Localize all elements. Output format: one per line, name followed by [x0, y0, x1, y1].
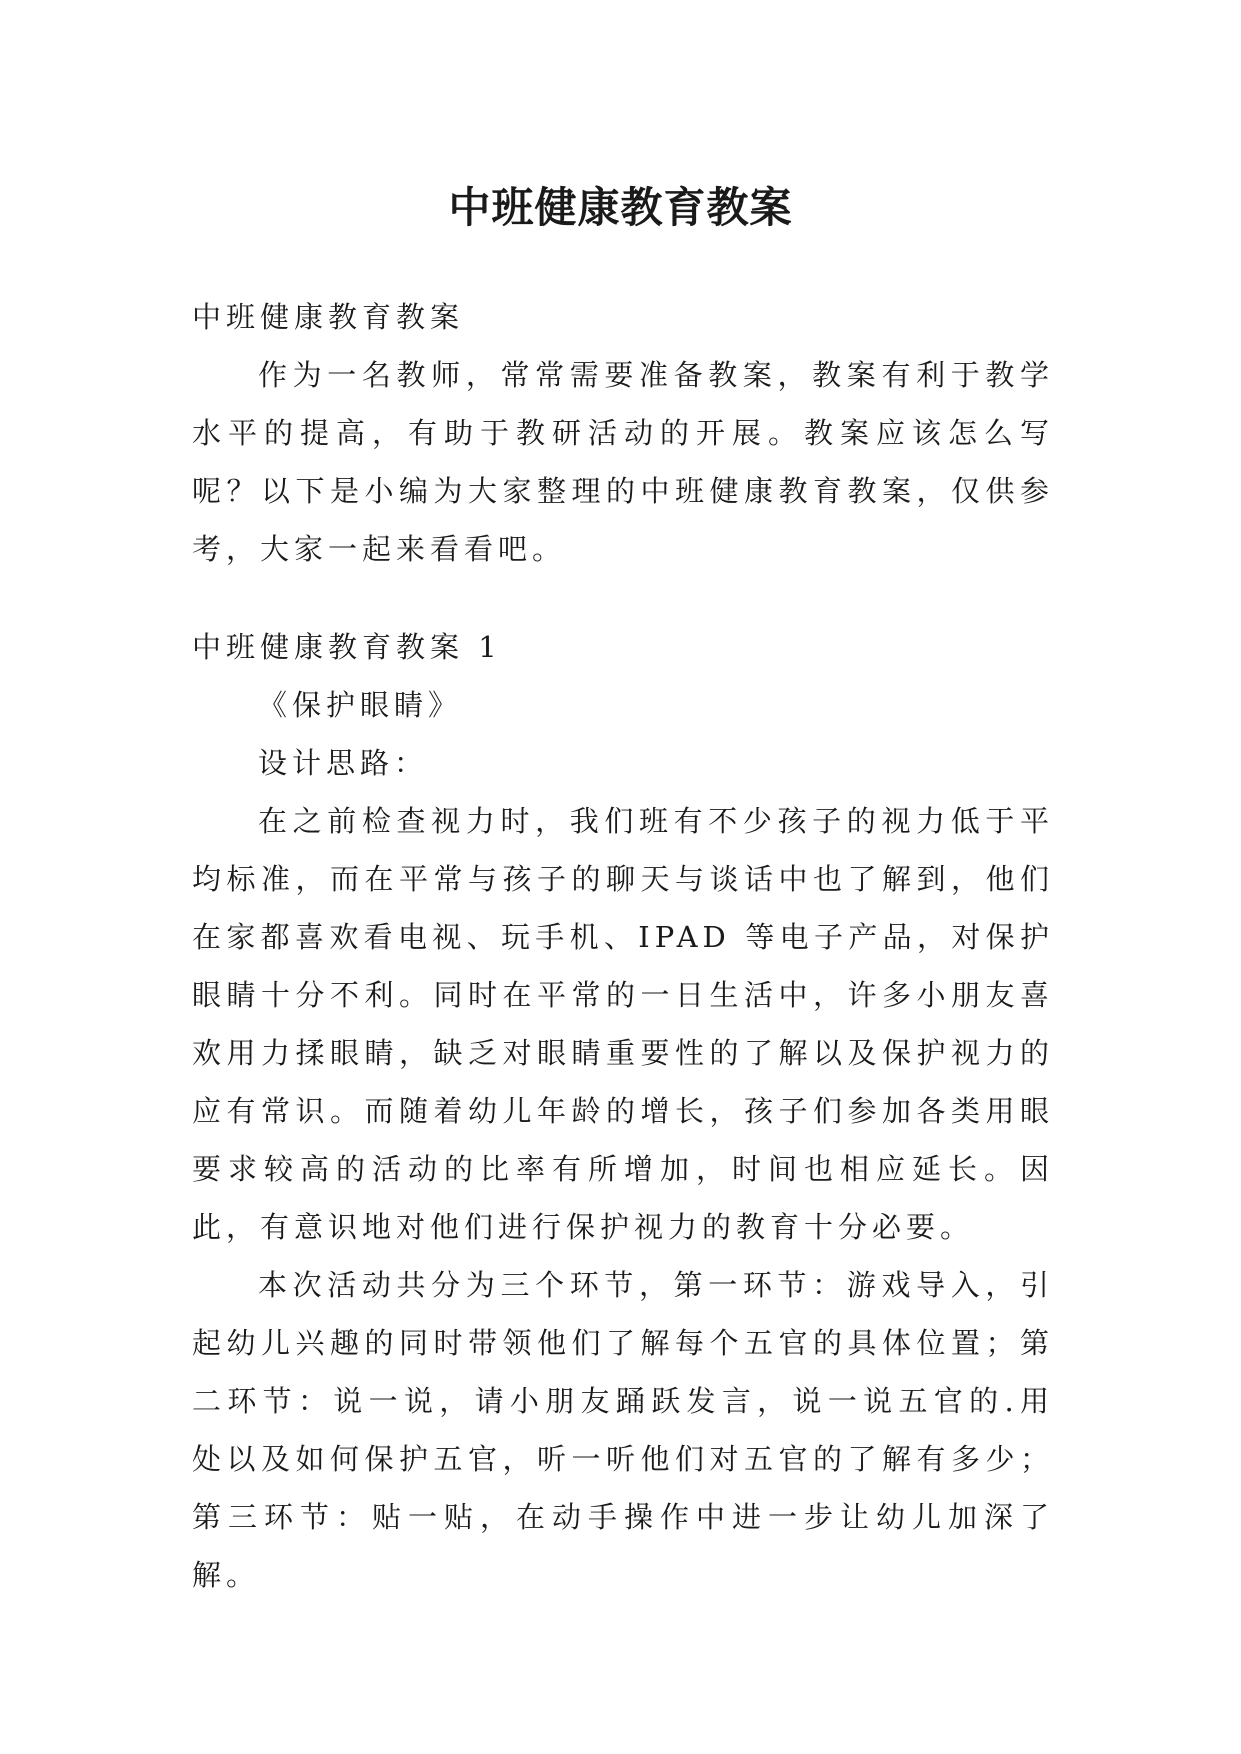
document-body: [192, 288, 1054, 1604]
lesson-title: 《保护眼睛》: [258, 688, 463, 722]
design-paragraph-1: 在之前检查视力时，我们班有不少孩子的视力低于平均标准，而在平常与孩子的聊天与谈话中也了解到，他们在家都喜欢看电视、玩手机、IPAD 等电子产品，对保护眼睛十分不利。同时在平常的一日生活中，许多小朋友喜欢用力揉眼睛，缺乏对眼睛重要性的了解以及保护视力的应有常识。而随着幼儿年龄的增长，孩子们参加各类用眼要求较高的活动的比率有所增加，时间也相应延长。因此，有意识地对他们进行保护视力的教育十分必要。: [192, 804, 1054, 1244]
intro-paragraph: 作为一名教师，常常需要准备教案，教案有利于教学水平的提高，有助于教研活动的开展。教案应该怎么写呢？以下是小编为大家整理的中班健康教育教案，仅供参考，大家一起来看看吧。: [192, 358, 1054, 566]
section-heading: 中班健康教育教案 1: [192, 630, 502, 664]
section-spacer: [192, 578, 1054, 618]
design-label: 设计思路：: [258, 746, 429, 780]
document-title: 中班健康教育教案: [448, 183, 793, 233]
design-paragraph-2: 本次活动共分为三个环节，第一环节：游戏导入，引起幼儿兴趣的同时带领他们了解每个五官的具体位置；第二环节：说一说，请小朋友踊跃发言，说一说五官的.用处以及如何保护五官，听一听他们对五官的了解有多少；第三环节：贴一贴，在动手操作中进一步让幼儿加深了解。: [192, 1268, 1054, 1592]
document-subtitle: 中班健康教育教案: [192, 300, 465, 334]
